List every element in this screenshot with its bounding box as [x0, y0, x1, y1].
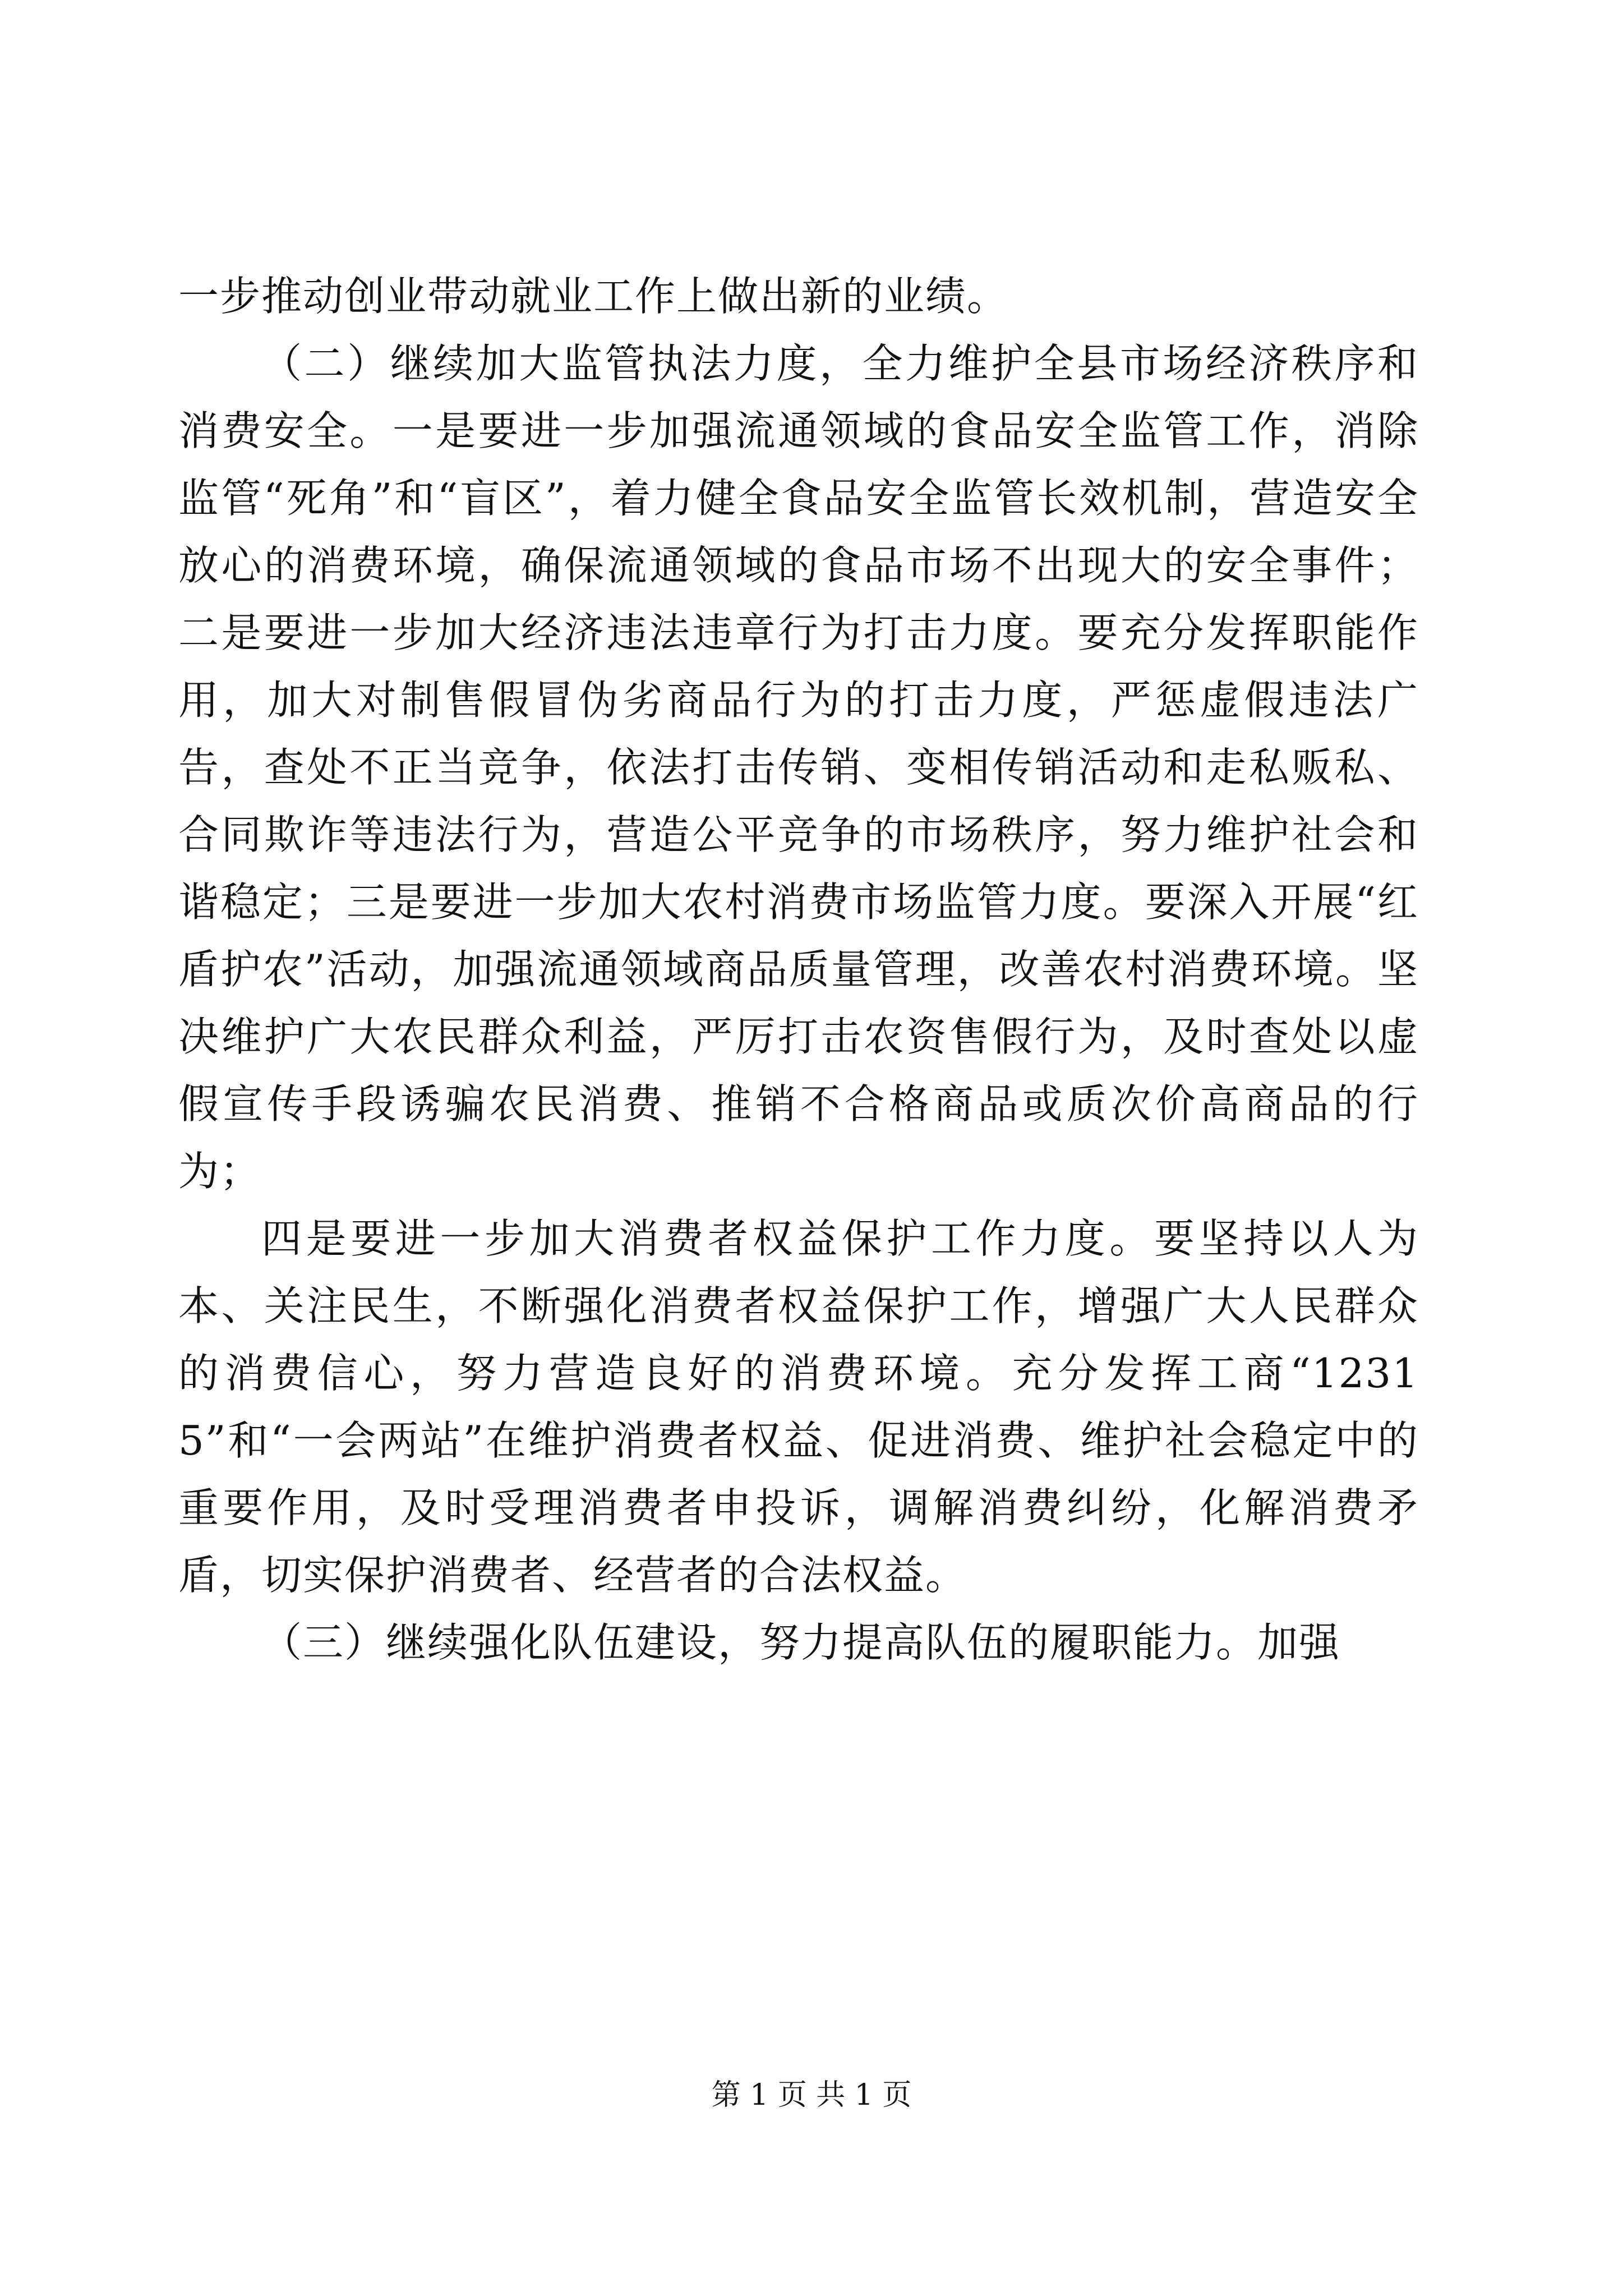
paragraph-2: （二）继续加大监管执法力度，全力维护全县市场经济秩序和消费安全。一是要进一步加强流通领域的食品安全监管工作，消除监管“死角”和“盲区”，着力健全食品安全监管长效机制，营造安全放心的消费环境，确保流通领域的食品市场不出现大的安全事件；二是要进一步加大经济违法违章行为打击力度。要充分发挥职能作用，加大对制售假冒伪劣商品行为的打击力度，严惩虚假违法广告，查处不正当竞争，依法打击传销、变相传销活动和走私贩私、合同欺诈等违法行为，营造公平竞争的市场秩序，努力维护社会和谐稳定；三是要进一步加大农村消费市场监管力度。要深入开展“红盾护农”活动，加强流通领域商品质量管理，改善农村消费环境。坚决维护广大农民群众利益，严厉打击农资售假行为，及时查处以虚假宣传手段诱骗农民消费、推销不合格商品或质次价高商品的行为；	[178, 340, 1419, 1195]
page-footer: 第 1 页 共 1 页	[711, 2078, 912, 2112]
paragraph-3: 四是要进一步加大消费者权益保护工作力度。要坚持以人为本、关注民生，不断强化消费者权益保护工作，增强广大人民群众的消费信心，努力营造良好的消费环境。充分发挥工商“12315”和“一会两站”在维护消费者权益、促进消费、维护社会稳定中的重要作用，及时受理消费者申投诉，调解消费纠纷，化解消费矛盾，切实保护消费者、经营者的合法权益。	[178, 1215, 1419, 1599]
paragraph-4: （三）继续强化队伍建设，努力提高队伍的履职能力。加强	[261, 1619, 1341, 1666]
document-body	[178, 263, 1419, 1676]
paragraph-1: 一步推动创业带动就业工作上做出新的业绩。	[178, 273, 1009, 320]
